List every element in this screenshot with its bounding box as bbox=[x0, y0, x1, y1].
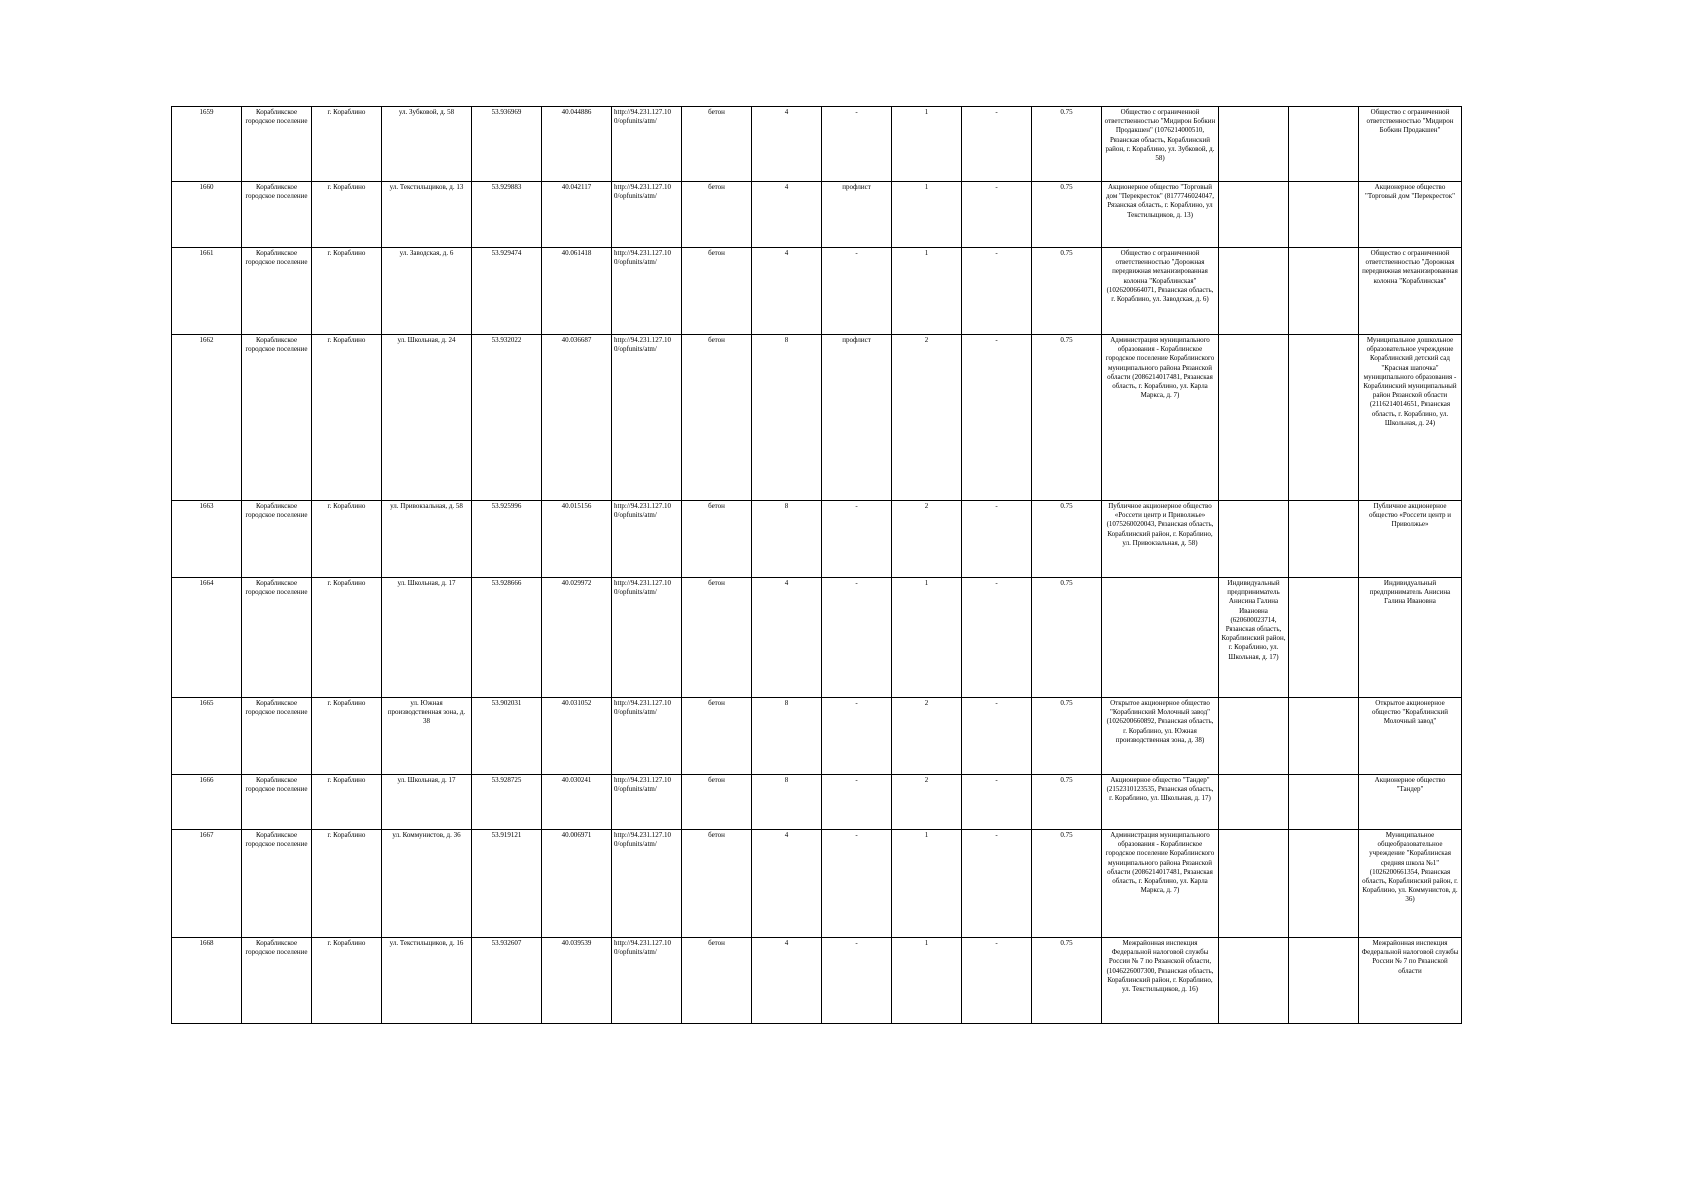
surface-cell: бетон bbox=[682, 335, 752, 501]
latitude-cell: 53.936969 bbox=[472, 107, 542, 182]
map-link-cell[interactable]: http://94.231.127.10 0/opfunits/atm/ bbox=[612, 938, 682, 1024]
longitude-cell: 40.036687 bbox=[542, 335, 612, 501]
area-cell: 4 bbox=[752, 578, 822, 698]
owner-individual-cell: Индивидуальный предприниматель Анисина Галина Ивановна (620600023714, Рязанская область, Кораблинский район, г. Кораблино, ул. Школьная, д. 17) bbox=[1219, 578, 1289, 698]
address-cell: ул. Текстильщиков, д. 13 bbox=[382, 182, 472, 248]
city-cell: г. Кораблино bbox=[312, 248, 382, 335]
table-row bbox=[172, 830, 1462, 938]
owner-legal-entity-cell bbox=[1102, 578, 1219, 698]
owner-legal-entity-cell: Администрация муниципального образования - Кораблинское городское поселение Кораблинского муниципального района Рязанской области (2086214017481, Рязанская область, г. Кораблино, ул. Карла Маркса, д. 7) bbox=[1102, 830, 1219, 938]
settlement-cell: Корабликское городское поселение bbox=[242, 830, 312, 938]
owner-individual-cell bbox=[1219, 182, 1289, 248]
surface-cell: бетон bbox=[682, 578, 752, 698]
address-cell: ул. Школьная, д. 17 bbox=[382, 775, 472, 830]
row-number-cell: 1666 bbox=[172, 775, 242, 830]
waste-sources-cell: Общество с ограниченной ответственностью "Мидирон Бобкин Продакшен" bbox=[1359, 107, 1462, 182]
container-volume-cell: 0.75 bbox=[1032, 248, 1102, 335]
longitude-cell: 40.042117 bbox=[542, 182, 612, 248]
owner-individual-cell bbox=[1219, 830, 1289, 938]
container-volume-cell: 0.75 bbox=[1032, 107, 1102, 182]
area-cell: 8 bbox=[752, 335, 822, 501]
settlement-cell: Корабликское городское поселение bbox=[242, 501, 312, 578]
city-cell: г. Кораблино bbox=[312, 938, 382, 1024]
longitude-cell: 40.039539 bbox=[542, 938, 612, 1024]
map-link-cell[interactable]: http://94.231.127.10 0/opfunits/atm/ bbox=[612, 335, 682, 501]
owner-legal-entity-cell: Общество с ограниченной ответственностью "Мидирон Бобкин Продакшен" (1076214000510, Рязанская область, Кораблинский район, г. Кораблино, ул. Зубковой, д. 58) bbox=[1102, 107, 1219, 182]
area-cell: 4 bbox=[752, 107, 822, 182]
owner-individual-cell bbox=[1219, 698, 1289, 775]
row-number-cell: 1668 bbox=[172, 938, 242, 1024]
table-row bbox=[172, 107, 1462, 182]
city-cell: г. Кораблино bbox=[312, 182, 382, 248]
city-cell: г. Кораблино bbox=[312, 830, 382, 938]
table-row bbox=[172, 501, 1462, 578]
map-link-cell[interactable]: http://94.231.127.10 0/opfunits/atm/ bbox=[612, 501, 682, 578]
containers-count-cell: 2 bbox=[892, 335, 962, 501]
container-volume-cell: 0.75 bbox=[1032, 578, 1102, 698]
empty-cell bbox=[1289, 182, 1359, 248]
area-cell: 8 bbox=[752, 775, 822, 830]
containers-count-cell: 1 bbox=[892, 248, 962, 335]
table-row bbox=[172, 182, 1462, 248]
empty-cell bbox=[1289, 107, 1359, 182]
row-number-cell: 1659 bbox=[172, 107, 242, 182]
empty-cell bbox=[1289, 578, 1359, 698]
waste-sources-cell: Открытое акционерное общество "Кораблинский Молочный завод" bbox=[1359, 698, 1462, 775]
settlement-cell: Корабликское городское поселение bbox=[242, 107, 312, 182]
latitude-cell: 53.919121 bbox=[472, 830, 542, 938]
containers-count-cell: 2 bbox=[892, 698, 962, 775]
fence-cell: профлист bbox=[822, 182, 892, 248]
row-number-cell: 1664 bbox=[172, 578, 242, 698]
row-number-cell: 1662 bbox=[172, 335, 242, 501]
surface-cell: бетон bbox=[682, 182, 752, 248]
longitude-cell: 40.006971 bbox=[542, 830, 612, 938]
owner-individual-cell bbox=[1219, 938, 1289, 1024]
waste-sources-cell: Общество с ограниченной ответственностью "Дорожная передвижная механизированная колонна "Кораблинская" bbox=[1359, 248, 1462, 335]
table-row bbox=[172, 775, 1462, 830]
surface-cell: бетон bbox=[682, 107, 752, 182]
fence-cell: профлист bbox=[822, 335, 892, 501]
address-cell: ул. Школьная, д. 24 bbox=[382, 335, 472, 501]
owner-individual-cell bbox=[1219, 248, 1289, 335]
address-cell: ул. Школьная, д. 17 bbox=[382, 578, 472, 698]
row-number-cell: 1661 bbox=[172, 248, 242, 335]
settlement-cell: Корабликское городское поселение bbox=[242, 335, 312, 501]
surface-cell: бетон bbox=[682, 938, 752, 1024]
map-link-cell[interactable]: http://94.231.127.10 0/opfunits/atm/ bbox=[612, 107, 682, 182]
owner-legal-entity-cell: Администрация муниципального образования - Кораблинское городское поселение Кораблинского муниципального района Рязанской области (2086214017481, Рязанская область, г. Кораблино, ул. Карла Маркса, д. 7) bbox=[1102, 335, 1219, 501]
surface-cell: бетон bbox=[682, 248, 752, 335]
table-row bbox=[172, 698, 1462, 775]
containers-count-cell: 1 bbox=[892, 938, 962, 1024]
waste-sources-cell: Муниципальное общеобразовательное учреждение "Кораблинская средняя школа №1" (1026200661354, Рязанская область, Кораблинский район, г. Кораблино, ул. Коммунистов, д. 36) bbox=[1359, 830, 1462, 938]
settlement-cell: Корабликское городское поселение bbox=[242, 578, 312, 698]
owner-legal-entity-cell: Общество с ограниченной ответственностью "Дорожная передвижная механизированная колонна "Кораблинская" (1026200664071, Рязанская область, г. Кораблино, ул. Заводская, д. 6) bbox=[1102, 248, 1219, 335]
waste-sources-cell: Акционерное общество "Тандер" bbox=[1359, 775, 1462, 830]
latitude-cell: 53.932022 bbox=[472, 335, 542, 501]
latitude-cell: 53.928725 bbox=[472, 775, 542, 830]
owner-legal-entity-cell: Межрайонная инспекция Федеральной налоговой службы России № 7 по Рязанской области, (1046226007300, Рязанская область, Кораблинский район, г. Кораблино, ул. Текстильщиков, д. 16) bbox=[1102, 938, 1219, 1024]
settlement-cell: Корабликское городское поселение bbox=[242, 248, 312, 335]
row-number-cell: 1665 bbox=[172, 698, 242, 775]
table-row bbox=[172, 578, 1462, 698]
planned-containers-cell: - bbox=[962, 578, 1032, 698]
owner-legal-entity-cell: Акционерное общество "Торговый дом "Перекресток" (8177746024047, Рязанская область, г. Кораблино, ул Текстильщиков, д. 13) bbox=[1102, 182, 1219, 248]
settlement-cell: Корабликское городское поселение bbox=[242, 775, 312, 830]
planned-containers-cell: - bbox=[962, 501, 1032, 578]
table-row bbox=[172, 335, 1462, 501]
address-cell: ул. Текстильщиков, д. 16 bbox=[382, 938, 472, 1024]
fence-cell: - bbox=[822, 578, 892, 698]
row-number-cell: 1663 bbox=[172, 501, 242, 578]
row-number-cell: 1660 bbox=[172, 182, 242, 248]
surface-cell: бетон bbox=[682, 501, 752, 578]
surface-cell: бетон bbox=[682, 830, 752, 938]
planned-containers-cell: - bbox=[962, 107, 1032, 182]
latitude-cell: 53.928666 bbox=[472, 578, 542, 698]
container-volume-cell: 0.75 bbox=[1032, 698, 1102, 775]
owner-individual-cell bbox=[1219, 107, 1289, 182]
latitude-cell: 53.929883 bbox=[472, 182, 542, 248]
container-volume-cell: 0.75 bbox=[1032, 938, 1102, 1024]
planned-containers-cell: - bbox=[962, 335, 1032, 501]
latitude-cell: 53.925996 bbox=[472, 501, 542, 578]
empty-cell bbox=[1289, 830, 1359, 938]
latitude-cell: 53.932607 bbox=[472, 938, 542, 1024]
owner-legal-entity-cell: Акционерное общество "Тандер" (2152310123535, Рязанская область, г. Кораблино, ул. Школьная, д. 17) bbox=[1102, 775, 1219, 830]
container-volume-cell: 0.75 bbox=[1032, 335, 1102, 501]
map-link-cell[interactable]: http://94.231.127.10 0/opfunits/atm/ bbox=[612, 248, 682, 335]
empty-cell bbox=[1289, 938, 1359, 1024]
map-link-cell[interactable]: http://94.231.127.10 0/opfunits/atm/ bbox=[612, 698, 682, 775]
fence-cell: - bbox=[822, 938, 892, 1024]
containers-count-cell: 2 bbox=[892, 775, 962, 830]
planned-containers-cell: - bbox=[962, 698, 1032, 775]
fence-cell: - bbox=[822, 775, 892, 830]
area-cell: 8 bbox=[752, 501, 822, 578]
surface-cell: бетон bbox=[682, 698, 752, 775]
longitude-cell: 40.015156 bbox=[542, 501, 612, 578]
planned-containers-cell: - bbox=[962, 830, 1032, 938]
city-cell: г. Кораблино bbox=[312, 335, 382, 501]
container-volume-cell: 0.75 bbox=[1032, 182, 1102, 248]
containers-count-cell: 1 bbox=[892, 182, 962, 248]
waste-sources-cell: Муниципальное дошкольное образовательное учреждение Кораблинский детский сад "Красная шапочка" муниципального образования - Кораблинский муниципальный район Рязанской области (2116214014651, Рязанская область, г. Кораблино, ул. Школьная, д. 24) bbox=[1359, 335, 1462, 501]
owner-individual-cell bbox=[1219, 335, 1289, 501]
fence-cell: - bbox=[822, 107, 892, 182]
containers-count-cell: 1 bbox=[892, 578, 962, 698]
map-link-cell[interactable]: http://94.231.127.10 0/opfunits/atm/ bbox=[612, 775, 682, 830]
waste-sources-cell: Акционерное общество "Торговый дом "Перекресток" bbox=[1359, 182, 1462, 248]
planned-containers-cell: - bbox=[962, 248, 1032, 335]
container-volume-cell: 0.75 bbox=[1032, 830, 1102, 938]
address-cell: ул. Привокзальная, д. 58 bbox=[382, 501, 472, 578]
address-cell: ул. Заводская, д. 6 bbox=[382, 248, 472, 335]
fence-cell: - bbox=[822, 830, 892, 938]
container-volume-cell: 0.75 bbox=[1032, 501, 1102, 578]
address-cell: ул. Южная производственная зона, д. 38 bbox=[382, 698, 472, 775]
longitude-cell: 40.061418 bbox=[542, 248, 612, 335]
empty-cell bbox=[1289, 775, 1359, 830]
registry-table bbox=[171, 106, 1462, 1024]
fence-cell: - bbox=[822, 501, 892, 578]
planned-containers-cell: - bbox=[962, 182, 1032, 248]
table-row bbox=[172, 938, 1462, 1024]
table-row bbox=[172, 248, 1462, 335]
owner-individual-cell bbox=[1219, 775, 1289, 830]
address-cell: ул. Коммунистов, д. 36 bbox=[382, 830, 472, 938]
container-volume-cell: 0.75 bbox=[1032, 775, 1102, 830]
owner-legal-entity-cell: Открытое акционерное общество "Кораблинский Молочный завод" (1026200660892, Рязанская область, г. Кораблино, ул. Южная производственная зона, д. 38) bbox=[1102, 698, 1219, 775]
longitude-cell: 40.031052 bbox=[542, 698, 612, 775]
city-cell: г. Кораблино bbox=[312, 107, 382, 182]
settlement-cell: Корабликское городское поселение bbox=[242, 938, 312, 1024]
city-cell: г. Кораблино bbox=[312, 501, 382, 578]
surface-cell: бетон bbox=[682, 775, 752, 830]
settlement-cell: Корабликское городское поселение bbox=[242, 182, 312, 248]
latitude-cell: 53.902031 bbox=[472, 698, 542, 775]
waste-sources-cell: Межрайонная инспекция Федеральной налоговой службы России № 7 по Рязанской области bbox=[1359, 938, 1462, 1024]
owner-legal-entity-cell: Публичное акционерное общество «Россети центр и Приволжье» (1075260020043, Рязанская область, Кораблинский район, г. Кораблино, ул. Привокзальная, д. 58) bbox=[1102, 501, 1219, 578]
empty-cell bbox=[1289, 698, 1359, 775]
area-cell: 8 bbox=[752, 698, 822, 775]
empty-cell bbox=[1289, 248, 1359, 335]
area-cell: 4 bbox=[752, 830, 822, 938]
fence-cell: - bbox=[822, 698, 892, 775]
empty-cell bbox=[1289, 501, 1359, 578]
containers-count-cell: 2 bbox=[892, 501, 962, 578]
longitude-cell: 40.029972 bbox=[542, 578, 612, 698]
row-number-cell: 1667 bbox=[172, 830, 242, 938]
fence-cell: - bbox=[822, 248, 892, 335]
city-cell: г. Кораблино bbox=[312, 698, 382, 775]
empty-cell bbox=[1289, 335, 1359, 501]
planned-containers-cell: - bbox=[962, 938, 1032, 1024]
city-cell: г. Кораблино bbox=[312, 775, 382, 830]
latitude-cell: 53.929474 bbox=[472, 248, 542, 335]
waste-sources-cell: Публичное акционерное общество «Россети центр и Приволжье» bbox=[1359, 501, 1462, 578]
planned-containers-cell: - bbox=[962, 775, 1032, 830]
longitude-cell: 40.030241 bbox=[542, 775, 612, 830]
owner-individual-cell bbox=[1219, 501, 1289, 578]
longitude-cell: 40.044886 bbox=[542, 107, 612, 182]
area-cell: 4 bbox=[752, 182, 822, 248]
waste-sources-cell: Индивидуальный предприниматель Анисина Галина Ивановна bbox=[1359, 578, 1462, 698]
settlement-cell: Корабликское городское поселение bbox=[242, 698, 312, 775]
containers-count-cell: 1 bbox=[892, 830, 962, 938]
city-cell: г. Кораблино bbox=[312, 578, 382, 698]
map-link-cell[interactable]: http://94.231.127.10 0/opfunits/atm/ bbox=[612, 830, 682, 938]
area-cell: 4 bbox=[752, 248, 822, 335]
map-link-cell[interactable]: http://94.231.127.10 0/opfunits/atm/ bbox=[612, 182, 682, 248]
map-link-cell[interactable]: http://94.231.127.10 0/opfunits/atm/ bbox=[612, 578, 682, 698]
area-cell: 4 bbox=[752, 938, 822, 1024]
address-cell: ул. Зубковой, д. 58 bbox=[382, 107, 472, 182]
containers-count-cell: 1 bbox=[892, 107, 962, 182]
